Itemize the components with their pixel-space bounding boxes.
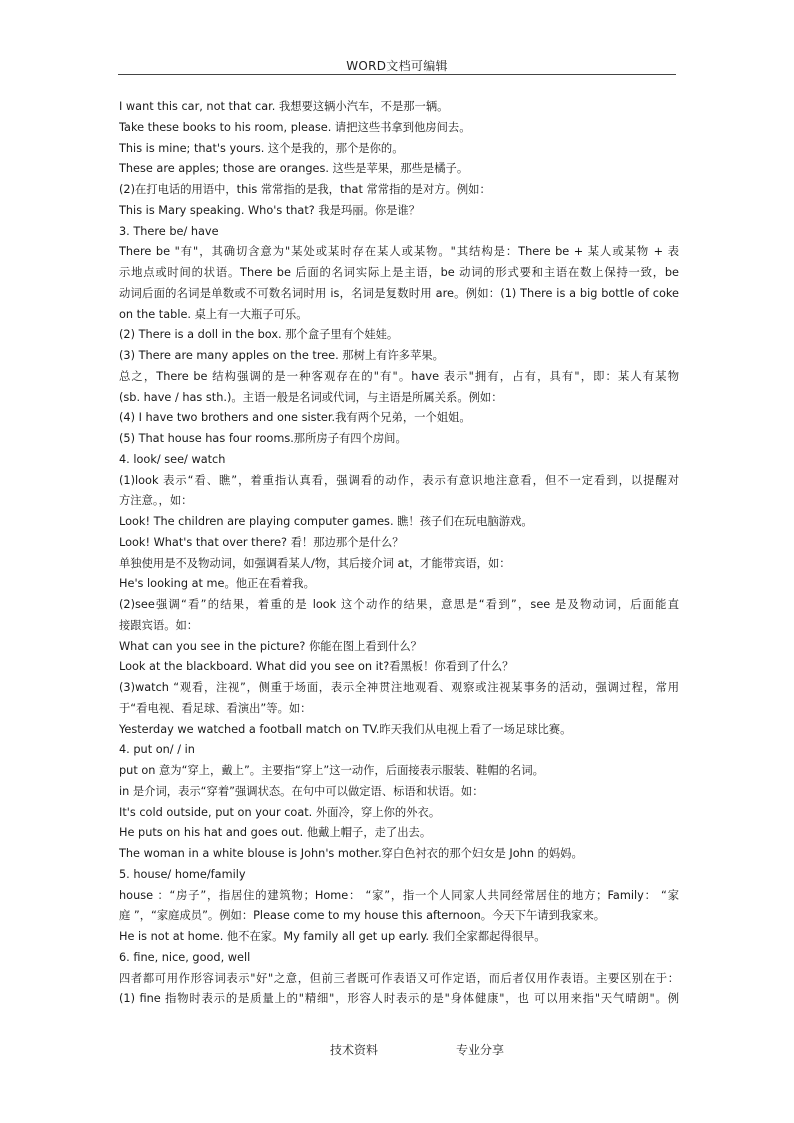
- section-heading: 4. look/ see/ watch: [119, 452, 226, 466]
- text-line: Look! What's that over there? 看！那边那个是什么？: [119, 535, 404, 549]
- text-line: in 是介词，表示“穿着”强调状态。在句中可以做定语、标语和状语。如：: [119, 784, 484, 798]
- text-line: 总之，There be 结构强调的是一种客观存在的"有"。have 表示"拥有，占有，具有"，即：某人有某物: [119, 369, 679, 383]
- footer-right-text: 专业分享: [456, 1043, 505, 1057]
- section-heading: 6. fine, nice, good, well: [119, 950, 251, 964]
- text-line: I want this car, not that car. 我想要这辆小汽车，不是那一辆。: [119, 100, 449, 113]
- text-line: He's looking at me。他正在看着我。: [119, 577, 315, 591]
- text-line: Look at the blackboard. What did you see on it?看黑板！你看到了什么？: [119, 660, 514, 674]
- text-line: (5) That house has four rooms.那所房子有四个房间。: [119, 432, 407, 445]
- text-line: What can you see in the picture? 你能在图上看到什么？: [119, 639, 422, 653]
- text-line: 动词后面的名词是单数或不可数名词时用 is，名词是复数时用 are。例如：(1) There is a big bottle of coke: [119, 286, 679, 300]
- text-line: 四者都可用作形容词表示"好"之意，但前三者既可作表语又可作定语，而后者仅用作表语。主要区别在于：: [119, 971, 679, 985]
- text-line: Yesterday we watched a football match on TV.昨天我们从电视上看了一场足球比赛。: [119, 722, 572, 736]
- text-line: Look! The children are playing computer games. 瞧！孩子们在玩电脑游戏。: [119, 515, 533, 528]
- text-line: on the table. 桌上有一大瓶子可乐。: [119, 307, 308, 321]
- text-line: He puts on his hat and goes out. 他戴上帽子，走了出去。: [119, 826, 432, 840]
- text-line: These are apples; those are oranges. 这些是苹果，那些是橘子。: [119, 162, 469, 176]
- header-divider: [118, 74, 676, 75]
- text-line: (2)see强调“看”的结果，着重的是 look 这个动作的结果，意思是“看到”，see 是及物动词，后面能直: [119, 598, 679, 611]
- text-line: (3)watch “观看，注视”，侧重于场面，表示全神贯注地观看、观察或注视某事务的活动，强调过程，常用: [119, 681, 679, 694]
- text-line: This is mine; that's yours. 这个是我的，那个是你的。: [119, 141, 404, 155]
- text-line: (sb. have / has sth.)。主语一般是名词或代词，与主语是所属关系。例如：: [119, 390, 503, 404]
- text-line: (1)look 表示“看、瞧”，着重指认真看，强调看的动作，表示有意识地注意看，但不一定看到，以提醒对: [119, 473, 679, 487]
- text-line: (1) fine 指物时表示的是质量上的"精细"，形容人时表示的是"身体健康"，也 可以用来指"天气晴朗"。例: [119, 992, 679, 1006]
- text-line: (2) There is a doll in the box. 那个盒子里有个娃娃。: [119, 328, 399, 342]
- text-line: (4) I have two brothers and one sister.我有两个兄弟，一个姐姐。: [119, 411, 471, 425]
- text-line: 单独使用是不及物动词，如强调看某人/物，其后接介词 at，才能带宾语，如：: [119, 556, 511, 570]
- text-line: 于“看电视、看足球、看演出”等。如：: [119, 701, 312, 715]
- section-heading: 4. put on/ / in: [119, 743, 195, 757]
- text-line: The woman in a white blouse is John's mother.穿白色衬衣的那个妇女是 John 的妈妈。: [119, 847, 583, 860]
- footer-left-text: 技术资料: [330, 1043, 379, 1057]
- text-line: 方注意。，如：: [119, 494, 193, 508]
- document-body: [119, 97, 679, 1010]
- page-header: WORD文档可编辑: [346, 59, 448, 73]
- text-line: Take these books to his room, please. 请把这些书拿到他房间去。: [119, 120, 471, 134]
- text-line: 示地点或时间的状语。There be 后面的名词实际上是主语，be 动词的形式要和主语在数上保持一致，be: [119, 266, 679, 279]
- text-line: 接跟宾语。如：: [119, 618, 199, 632]
- section-heading: 5. house/ home/family: [119, 867, 246, 881]
- text-line: (3) There are many apples on the tree. 那树上有许多苹果。: [119, 349, 444, 362]
- text-line: It's cold outside, put on your coat. 外面冷，穿上你的外衣。: [119, 805, 441, 819]
- text-line: (2)在打电话的用语中，this 常常指的是我，that 常常指的是对方。例如：: [119, 183, 491, 196]
- text-line: 庭 ”，“家庭成员”。例如：Please come to my house this afternoon。今天下午请到我家来。: [119, 909, 606, 923]
- text-line: There be "有"，其确切含意为"某处或某时存在某人或某物。"其结构是：There be + 某人或某物 + 表: [119, 245, 679, 259]
- section-heading: 3. There be/ have: [119, 224, 219, 238]
- text-line: This is Mary speaking. Who's that? 我是玛丽。你是谁？: [119, 203, 421, 217]
- text-line: put on 意为“穿上，戴上”。主要指“穿上”这一动作，后面接表示服装、鞋帽的名词。: [119, 764, 544, 777]
- text-line: house ：“房子”，指居住的建筑物；Home： “家”，指一个人同家人共同经常居住的地方；Family： “家: [119, 888, 679, 902]
- text-line: He is not at home. 他不在家。My family all get up early. 我们全家都起得很早。: [119, 930, 546, 943]
